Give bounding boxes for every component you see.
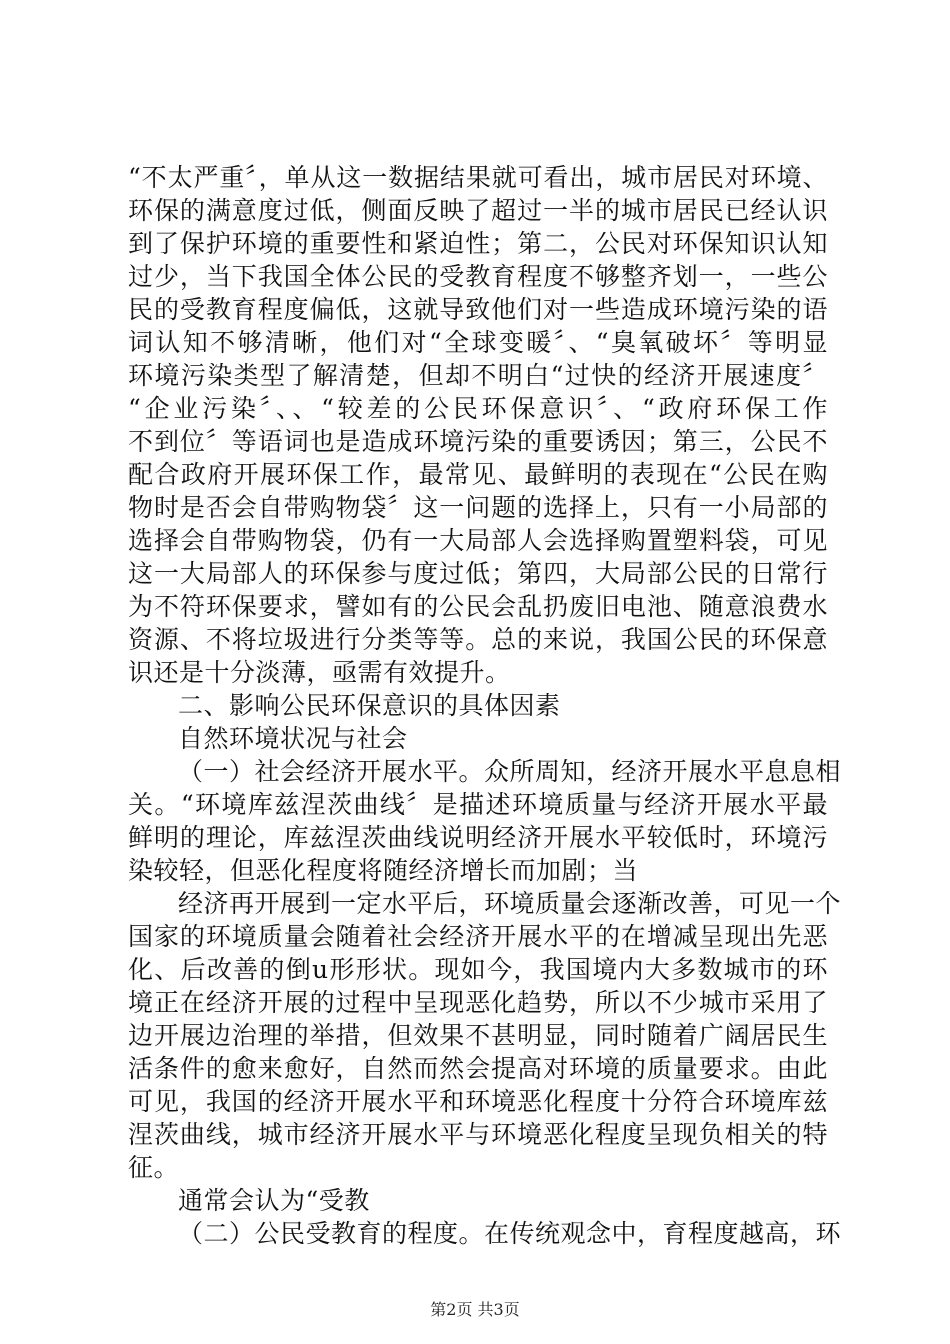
paragraph-line: 经济再开展到一定水平后，环境质量会逐渐改善，可见一个 (178, 889, 842, 918)
paragraph-line: 识还是十分淡薄，亟需有效提升。 (128, 658, 511, 687)
paragraph-line: 境正在经济开展的过程中呈现恶化趋势，所以不少城市采用了 (128, 988, 828, 1017)
paragraph-line: 活条件的愈来愈好，自然而然会提高对环境的质量要求。由此 (128, 1054, 828, 1083)
paragraph-line: 涅茨曲线，城市经济开展水平与环境恶化程度呈现负相关的特 (128, 1120, 828, 1149)
paragraph-line: 环境污染类型了解清楚，但却不明白“过快的经济开展速度〞 (128, 361, 828, 390)
paragraph-line: 选择会自带购物袋，仍有一大局部人会选择购置塑料袋，可见 (128, 526, 828, 555)
paragraph-line: 化、后改善的倒u形形状。现如今，我国境内大多数城市的环 (128, 955, 828, 984)
paragraph-line: 物时是否会自带购物袋〞这一问题的选择上，只有一小局部的 (128, 493, 828, 522)
paragraph-line: 民的受教育程度偏低，这就导致他们对一些造成环境污染的语 (128, 295, 828, 324)
paragraph-line: 鲜明的理论，库兹涅茨曲线说明经济开展水平较低时，环境污 (128, 823, 828, 852)
paragraph-line: 国家的环境质量会随着社会经济开展水平的在增减呈现出先恶 (128, 922, 828, 951)
section-heading: 二、影响公民环保意识的具体因素 (178, 691, 561, 720)
paragraph-line: （一）社会经济开展水平。众所周知，经济开展水平息息相 (178, 757, 842, 786)
paragraph-line: 征。 (128, 1153, 180, 1182)
page-number: 第2页 共3页 (430, 1300, 520, 1319)
paragraph-line: 资源、不将垃圾进行分类等等。总的来说，我国公民的环保意 (128, 625, 828, 654)
paragraph-line: 这一大局部人的环保参与度过低；第四，大局部公民的日常行 (128, 559, 828, 588)
paragraph-line: 不到位〞等语词也是造成环境污染的重要诱因；第三，公民不 (128, 427, 828, 456)
paragraph-line: 边开展边治理的举措，但效果不甚明显，同时随着广阔居民生 (128, 1021, 828, 1050)
paragraph-line: 为不符环保要求，譬如有的公民会乱扔废旧电池、随意浪费水 (128, 592, 828, 621)
paragraph-line: 词认知不够清晰，他们对“全球变暖〞、“臭氧破坏〞等明显 (128, 328, 828, 357)
paragraph-line: 到了保护环境的重要性和紧迫性；第二，公民对环保知识认知 (128, 229, 828, 258)
paragraph-line: 环保的满意度过低，侧面反映了超过一半的城市居民已经认识 (128, 196, 828, 225)
paragraph-line: 配合政府开展环保工作，最常见、最鲜明的表现在“公民在购 (128, 460, 828, 489)
paragraph-line: 染较轻，但恶化程度将随经济增长而加剧；当 (128, 856, 639, 885)
paragraph-line: “不太严重〞，单从这一数据结果就可看出，城市居民对环境、 (128, 163, 828, 192)
subheading: 自然环境状况与社会 (178, 724, 408, 753)
paragraph-line: （二）公民受教育的程度。在传统观念中，育程度越高，环 (178, 1219, 842, 1248)
paragraph-line: “企业污染〞、、“较差的公民环保意识〞、“政府环保工作 (128, 394, 828, 423)
paragraph-line: 过少，当下我国全体公民的受教育程度不够整齐划一，一些公 (128, 262, 828, 291)
paragraph-line: 关。“环境库兹涅茨曲线〞是描述环境质量与经济开展水平最 (128, 790, 828, 819)
paragraph-line: 可见，我国的经济开展水平和环境恶化程度十分符合环境库兹 (128, 1087, 828, 1116)
paragraph-line: 通常会认为“受教 (178, 1186, 370, 1215)
